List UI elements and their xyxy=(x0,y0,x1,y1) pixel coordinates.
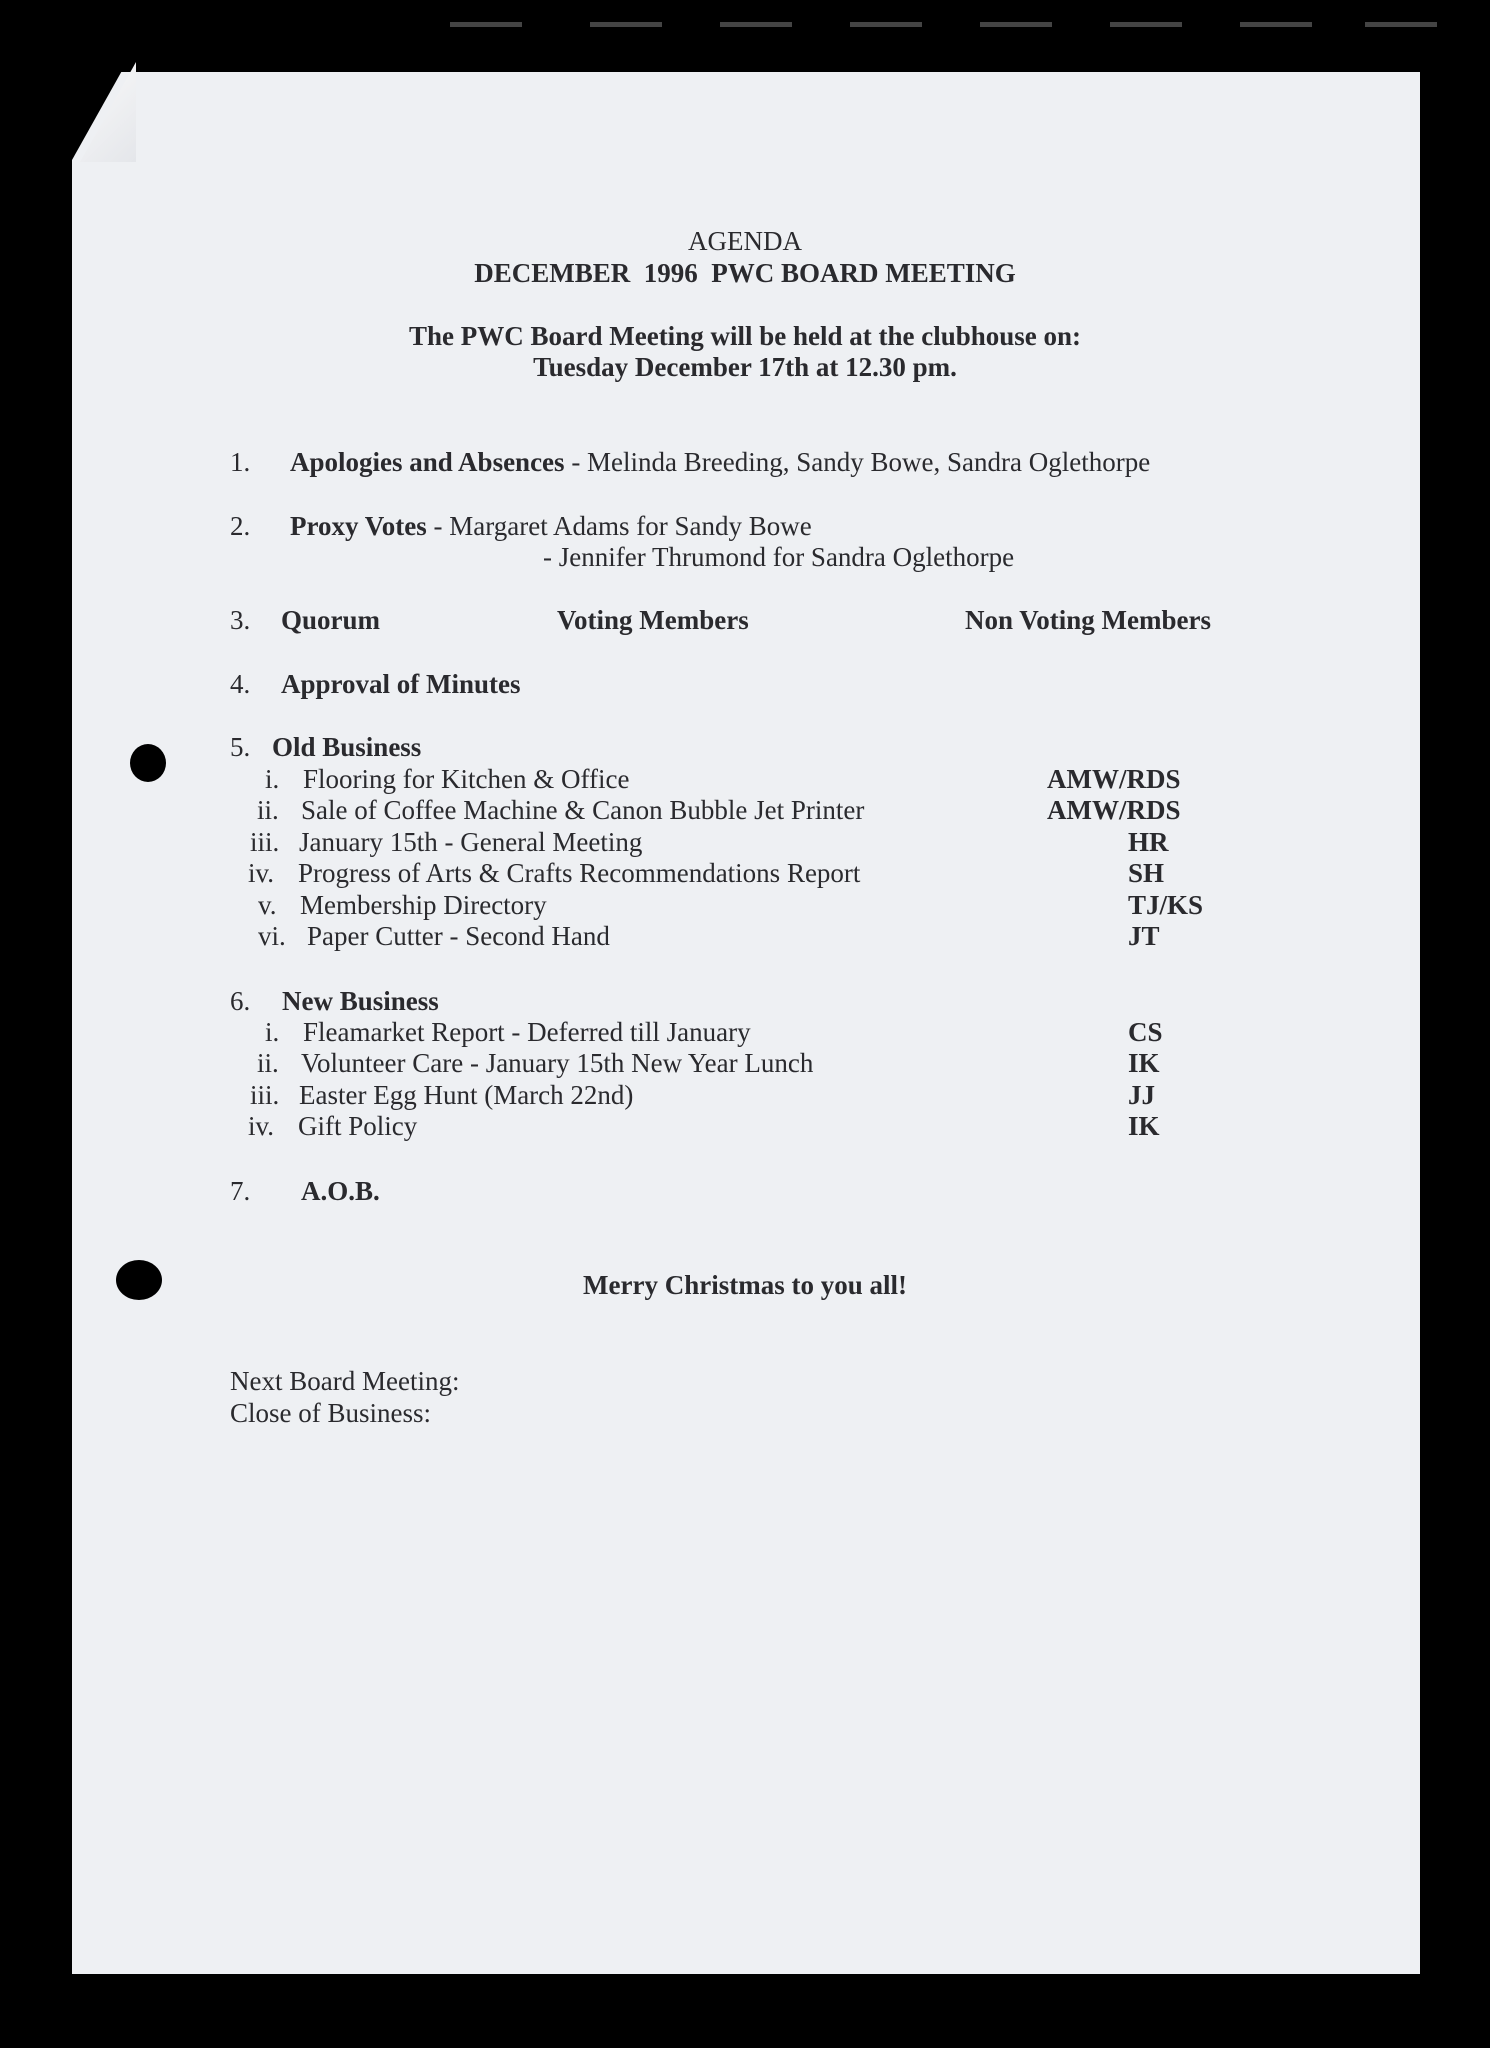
item-3-non-voting-members: Non Voting Members xyxy=(965,605,1212,635)
item-5-sub-5-number: v. xyxy=(258,890,277,920)
item-5-number: 5. xyxy=(230,732,251,762)
item-5-sub-6-owner: JT xyxy=(1128,921,1160,951)
item-1-label: Apologies and Absences xyxy=(290,447,565,477)
item-3-label: Quorum xyxy=(281,605,381,635)
item-1-text: - Melinda Breeding, Sandy Bowe, Sandra Oglethorpe xyxy=(564,447,1151,477)
item-1-number: 1. xyxy=(230,447,251,477)
item-1 xyxy=(290,446,1150,478)
item-5-sub-3-text: January 15th - General Meeting xyxy=(299,827,643,857)
item-5-sub-3-number: iii. xyxy=(250,827,280,857)
item-5-sub-3-owner: HR xyxy=(1128,827,1169,857)
item-6-sub-3-owner: JJ xyxy=(1128,1080,1155,1110)
meeting-subtitle: DECEMBER 1996 PWC BOARD MEETING xyxy=(474,258,1016,288)
item-5-sub-1-owner: AMW/RDS xyxy=(1047,764,1181,794)
item-6-label: New Business xyxy=(282,986,439,1016)
item-7-label: A.O.B. xyxy=(301,1176,380,1206)
item-5-sub-2-text: Sale of Coffee Machine & Canon Bubble Jet Printer xyxy=(301,795,865,825)
item-5-sub-2-owner: AMW/RDS xyxy=(1047,795,1181,825)
agenda-title: AGENDA xyxy=(688,226,802,256)
item-3-voting-members: Voting Members xyxy=(557,605,749,635)
item-6-sub-3-text: Easter Egg Hunt (March 22nd) xyxy=(299,1080,634,1110)
item-4-label: Approval of Minutes xyxy=(281,669,521,699)
item-2-text: - Margaret Adams for Sandy Bowe xyxy=(426,511,812,541)
item-2-label: Proxy Votes xyxy=(290,511,427,541)
item-5-sub-6-text: Paper Cutter - Second Hand xyxy=(307,921,610,951)
item-5-label: Old Business xyxy=(272,732,422,762)
item-5-sub-4-owner: SH xyxy=(1128,858,1165,888)
item-6-sub-1-owner: CS xyxy=(1128,1017,1163,1047)
item-6-sub-4-owner: IK xyxy=(1128,1111,1160,1141)
item-2-text-2: - Jennifer Thrumond for Sandra Oglethorpe xyxy=(543,542,1015,572)
item-6-sub-3-number: iii. xyxy=(250,1080,280,1110)
item-5-sub-1-number: i. xyxy=(265,764,280,794)
close-of-business: Close of Business: xyxy=(230,1398,432,1428)
item-5-sub-4-number: iv. xyxy=(248,858,274,888)
meeting-notice-line1: The PWC Board Meeting will be held at the clubhouse on: xyxy=(408,321,1082,351)
meeting-notice-line2: Tuesday December 17th at 12.30 pm. xyxy=(533,352,957,382)
item-5-sub-5-owner: TJ/KS xyxy=(1128,890,1204,920)
item-5-sub-1-text: Flooring for Kitchen & Office xyxy=(303,764,630,794)
item-2 xyxy=(290,510,812,542)
item-5-sub-4-text: Progress of Arts & Crafts Recommendations Report xyxy=(298,858,861,888)
next-board-meeting: Next Board Meeting: xyxy=(230,1366,460,1396)
item-4-number: 4. xyxy=(230,669,251,699)
item-6-sub-2-text: Volunteer Care - January 15th New Year Lunch xyxy=(301,1048,814,1078)
item-2-number: 2. xyxy=(230,511,251,541)
closing-greeting: Merry Christmas to you all! xyxy=(583,1270,907,1300)
item-6-number: 6. xyxy=(230,986,251,1016)
item-6-sub-1-number: i. xyxy=(265,1017,280,1047)
item-7-number: 7. xyxy=(230,1176,251,1206)
item-5-sub-5-text: Membership Directory xyxy=(300,890,547,920)
item-6-sub-2-owner: IK xyxy=(1128,1048,1160,1078)
item-6-sub-4-text: Gift Policy xyxy=(298,1111,418,1141)
item-3-number: 3. xyxy=(230,605,251,635)
item-6-sub-1-text: Fleamarket Report - Deferred till January xyxy=(303,1017,751,1047)
punch-hole-top xyxy=(130,744,166,782)
item-5-sub-6-number: vi. xyxy=(258,921,286,951)
item-6-sub-4-number: iv. xyxy=(248,1111,274,1141)
item-6-sub-2-number: ii. xyxy=(257,1048,279,1078)
item-5-sub-2-number: ii. xyxy=(257,795,279,825)
